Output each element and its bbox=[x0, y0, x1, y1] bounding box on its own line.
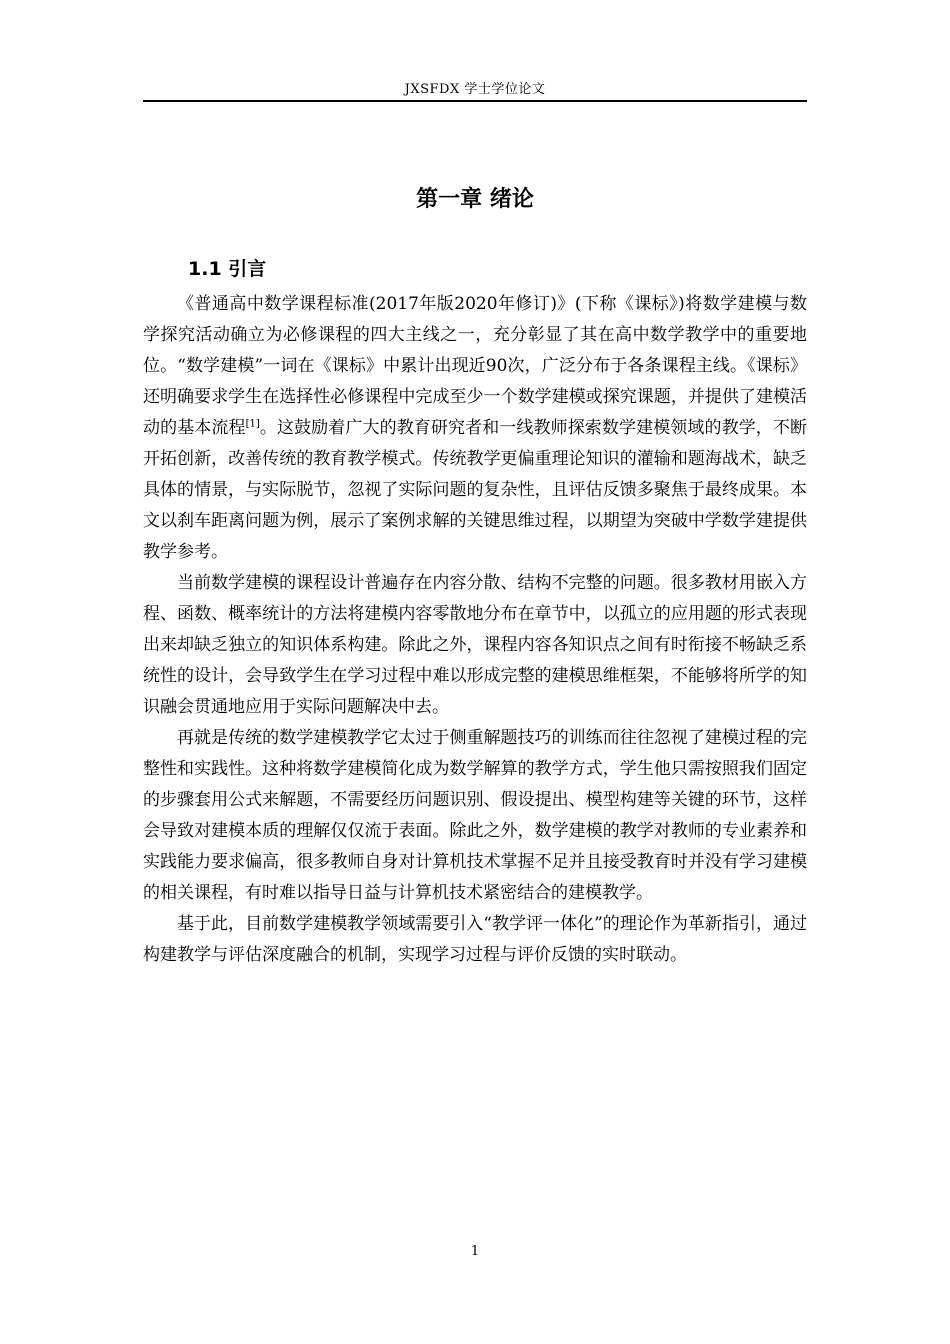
section-title: 1.1 引言 bbox=[188, 258, 267, 280]
page-number: 1 bbox=[470, 1244, 480, 1259]
body-text bbox=[143, 289, 807, 971]
paragraph-1-text-before-ref: 《普通高中数学课程标准(2017年版2020年修订)》(下称《课标》)将数学建模与数学探究活动确立为必修课程的四大主线之一，充分彰显了其在高中数学教学中的重要地位。“数学建模”一词在《课标》中累计出现近90次，广泛分布于各条课程主线。《课标》还明确要求学生在选择性必修课程中完成至少一个数学建模或探究课题，并提供了建模活动的基本流程 bbox=[143, 294, 807, 438]
citation-ref[interactable]: [1] bbox=[245, 418, 260, 430]
paragraph-4: 基于此，目前数学建模教学领域需要引入“教学评一体化”的理论作为革新指引，通过构建教学与评估深度融合的机制，实现学习过程与评价反馈的实时联动。 bbox=[143, 914, 807, 965]
header-rule bbox=[143, 100, 807, 102]
paragraph-1 bbox=[143, 289, 807, 568]
paragraph-3: 再就是传统的数学建模教学它太过于侧重解题技巧的训练而往往忽视了建模过程的完整性和实践性。这种将数学建模简化成为数学解算的教学方式，学生他只需按照我们固定的步骤套用公式来解题，不需要经历问题识别、假设提出、模型构建等关键的环节，这样会导致对建模本质的理解仅仅流于表面。除此之外，数学建模的教学对教师的专业素养和实践能力要求偏高，很多教师自身对计算机技术掌握不足并且接受教育时并没有学习建模的相关课程，有时难以指导日益与计算机技术紧密结合的建模教学。 bbox=[143, 728, 807, 903]
running-header: JXSFDX 学士学位论文 bbox=[404, 82, 546, 97]
paragraph-1-text-after-ref: 。这鼓励着广大的教育研究者和一线教师探索数学建模领域的教学，不断开拓创新，改善传统的教育教学模式。传统教学更偏重理论知识的灌输和题海战术，缺乏具体的情景，与实际脱节，忽视了实际问题的复杂性，且评估反馈多聚焦于最终成果。本文以刹车距离问题为例，展示了案例求解的关键思维过程，以期望为突破中学数学建提供教学参考。 bbox=[143, 418, 808, 562]
paragraph-2: 当前数学建模的课程设计普遍存在内容分散、结构不完整的问题。很多教材用嵌入方程、函数、概率统计的方法将建模内容零散地分布在章节中，以孤立的应用题的形式表现出来却缺乏独立的知识体系构建。除此之外，课程内容各知识点之间有时衔接不畅缺乏系统性的设计，会导致学生在学习过程中难以形成完整的建模思维框架，不能够将所学的知识融会贯通地应用于实际问题解决中去。 bbox=[143, 573, 807, 717]
chapter-title: 第一章 绪论 bbox=[416, 187, 534, 212]
